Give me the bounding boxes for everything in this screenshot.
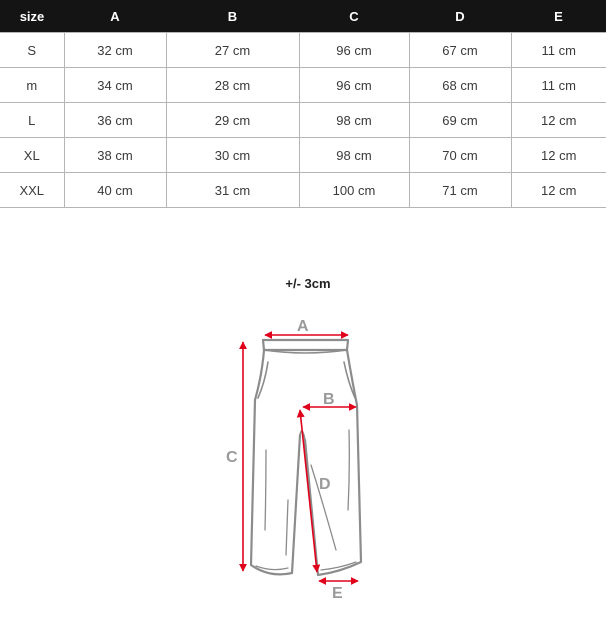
cell-d: 69 cm <box>409 103 511 138</box>
cell-d: 68 cm <box>409 68 511 103</box>
label-c: C <box>226 449 238 466</box>
size-chart-table <box>0 0 606 208</box>
cell-e: 12 cm <box>511 103 606 138</box>
header-c: C <box>299 0 409 33</box>
header-a: A <box>64 0 166 33</box>
table-row <box>0 138 606 173</box>
cell-b: 31 cm <box>166 173 299 208</box>
label-a: A <box>297 318 309 335</box>
cell-d: 70 cm <box>409 138 511 173</box>
pants-measurement-diagram <box>0 300 608 610</box>
label-b: B <box>323 391 335 408</box>
cell-size: XXL <box>0 173 64 208</box>
cell-size: S <box>0 33 64 68</box>
cell-c: 100 cm <box>299 173 409 208</box>
header-d: D <box>409 0 511 33</box>
cell-e: 11 cm <box>511 68 606 103</box>
table-row <box>0 103 606 138</box>
cell-e: 12 cm <box>511 173 606 208</box>
cell-a: 32 cm <box>64 33 166 68</box>
cell-a: 34 cm <box>64 68 166 103</box>
cell-d: 67 cm <box>409 33 511 68</box>
cell-e: 11 cm <box>511 33 606 68</box>
cell-e: 12 cm <box>511 138 606 173</box>
cell-b: 27 cm <box>166 33 299 68</box>
cell-c: 96 cm <box>299 33 409 68</box>
cell-a: 38 cm <box>64 138 166 173</box>
table-row <box>0 33 606 68</box>
cell-b: 29 cm <box>166 103 299 138</box>
cell-d: 71 cm <box>409 173 511 208</box>
cell-size: m <box>0 68 64 103</box>
cell-b: 28 cm <box>166 68 299 103</box>
table-header-row <box>0 0 606 33</box>
tolerance-note: +/- 3cm <box>285 276 331 291</box>
cell-a: 40 cm <box>64 173 166 208</box>
cell-size: L <box>0 103 64 138</box>
cell-c: 98 cm <box>299 138 409 173</box>
pants-outline <box>251 340 361 575</box>
label-e: E <box>332 585 343 602</box>
cell-c: 96 cm <box>299 68 409 103</box>
cell-size: XL <box>0 138 64 173</box>
table-row <box>0 173 606 208</box>
header-e: E <box>511 0 606 33</box>
table-row <box>0 68 606 103</box>
arrow-d <box>300 410 317 572</box>
label-d: D <box>319 476 331 493</box>
header-size: size <box>0 0 64 33</box>
cell-b: 30 cm <box>166 138 299 173</box>
header-b: B <box>166 0 299 33</box>
cell-c: 98 cm <box>299 103 409 138</box>
cell-a: 36 cm <box>64 103 166 138</box>
